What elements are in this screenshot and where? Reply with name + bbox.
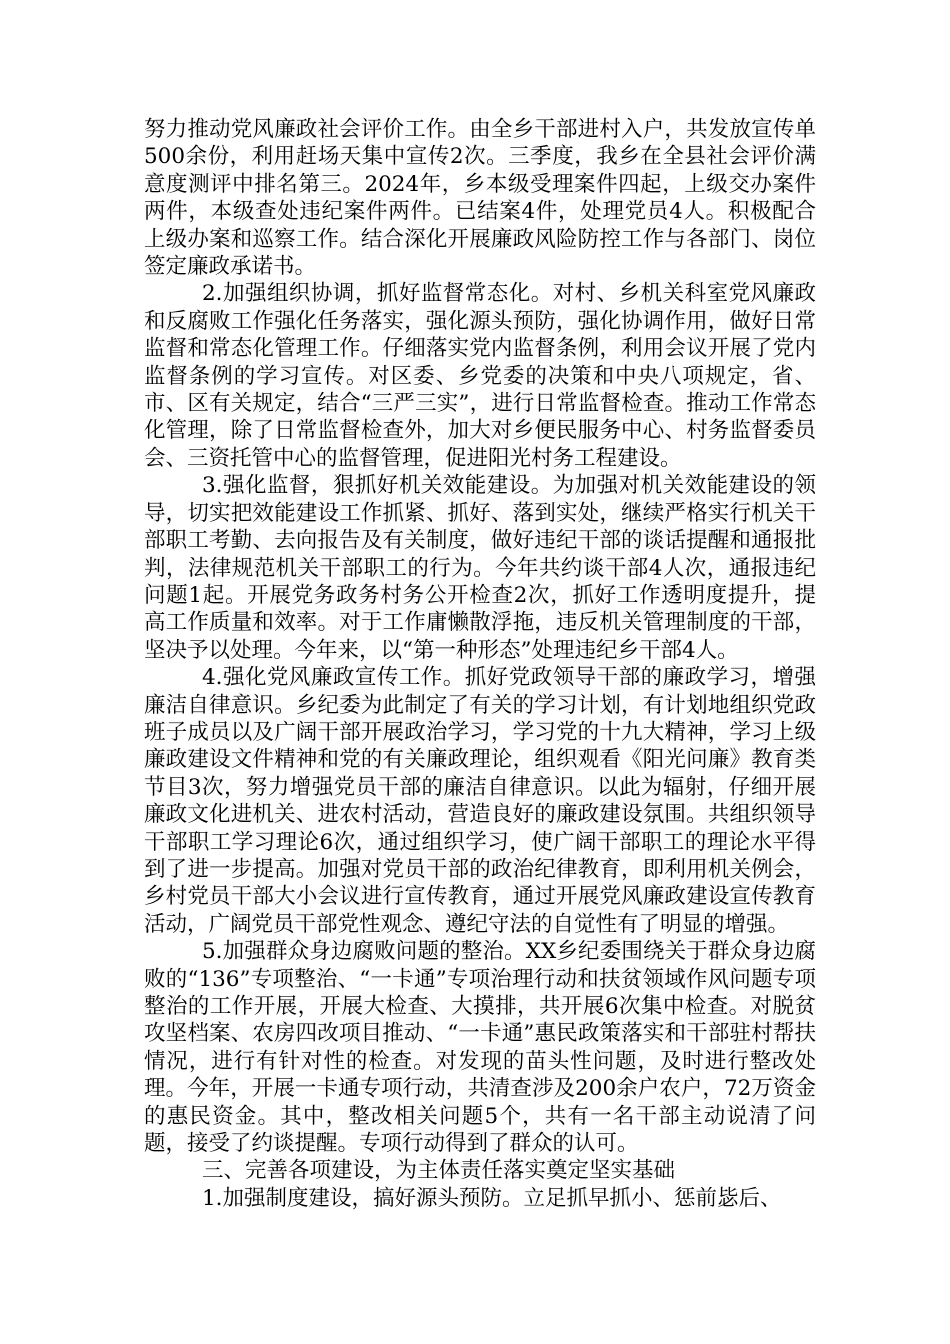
- paragraph-system-building: 1.加强制度建设，搞好源头预防。立足抓早抓小、惩前毖后、: [202, 1185, 782, 1211]
- section-heading-3: 三、完善各项建设，为主体责任落实奠定坚实基础: [202, 1158, 676, 1184]
- paragraph-efficiency-building: 3.强化监督，狠抓好机关效能建设。为加强对机关效能建设的领导，切实把效能建设工作抓紧、抓好、落到实处，继续严格实行机关干部职工考勤、去向报告及有关制度，做好违纪干部的谈话提醒和通报批判，法律规范机关干部职工的行为。今年共约谈干部4人次，通报违纪问题1起。开展党务政务村务公开检查2次，抓好工作透明度提升，提高工作质量和效率。对于工作庸懒散浮拖，违反机关管理制度的干部，坚决予以处理。今年来，以“第一种形态”处理违纪乡干部4人。: [144, 473, 816, 663]
- paragraph-organization-coordination: 2.加强组织协调，抓好监督常态化。对村、乡机关科室党风廉政和反腐败工作强化任务落实，强化源头预防，强化协调作用，做好日常监督和常态化管理工作。仔细落实党内监督条例，利用会议开展了党内监督条例的学习宣传。对区委、乡党委的决策和中央八项规定，省、市、区有关规定，结合“三严三实”，进行日常监督检查。推动工作常态化管理，除了日常监督检查外，加大对乡便民服务中心、村务监督委员会、三资托管中心的监督管理，促进阳光村务工程建设。: [144, 281, 816, 471]
- document-body: [144, 116, 816, 1212]
- paragraph-corruption-rectification: 5.加强群众身边腐败问题的整治。XX乡纪委围绕关于群众身边腐败的“136”专项整治、“一卡通”专项治理行动和扶贫领域作风问题专项整治的工作开展，开展大检查、大摸排，共开展6次集中检查。对脱贫攻坚档案、农房四改项目推动、“一卡通”惠民政策落实和干部驻村帮扶情况，进行有针对性的检查。对发现的苗头性问题，及时进行整改处理。今年，开展一卡通专项行动，共清查涉及200余户农户，72万资金的惠民资金。其中，整改相关问题5个，共有一名干部主动说清了问题，接受了约谈提醒。专项行动得到了群众的认可。: [144, 939, 816, 1157]
- paragraph-integrity-publicity: 4.强化党风廉政宣传工作。抓好党政领导干部的廉政学习，增强廉洁自律意识。乡纪委为此制定了有关的学习计划，有计划地组织党政班子成员以及广阔干部开展政治学习，学习党的十九大精神，学习上级廉政建设文件精神和党的有关廉政理论，组织观看《阳光问廉》教育类节目3次，努力增强党员干部的廉洁自律意识。以此为辐射，仔细开展廉政文化进机关、进农村活动，营造良好的廉政建设氛围。共组织领导干部职工学习理论6次，通过组织学习，使广阔干部职工的理论水平得到了进一步提高。加强对党员干部的政治纪律教育，即利用机关例会，乡村党员干部大小会议进行宣传教育，通过开展党风廉政建设宣传教育活动，广阔党员干部党性观念、遵纪守法的自觉性有了明显的增强。: [144, 665, 816, 937]
- paragraph-continuation: 努力推动党风廉政社会评价工作。由全乡干部进村入户，共发放宣传单500余份，利用赶场天集中宣传2次。三季度，我乡在全县社会评价满意度测评中排名第三。2024年，乡本级受理案件四起，上级交办案件两件，本级查处违纪案件两件。已结案4件，处理党员4人。积极配合上级办案和巡察工作。结合深化开展廉政风险防控工作与各部门、岗位签定廉政承诺书。: [144, 117, 816, 280]
